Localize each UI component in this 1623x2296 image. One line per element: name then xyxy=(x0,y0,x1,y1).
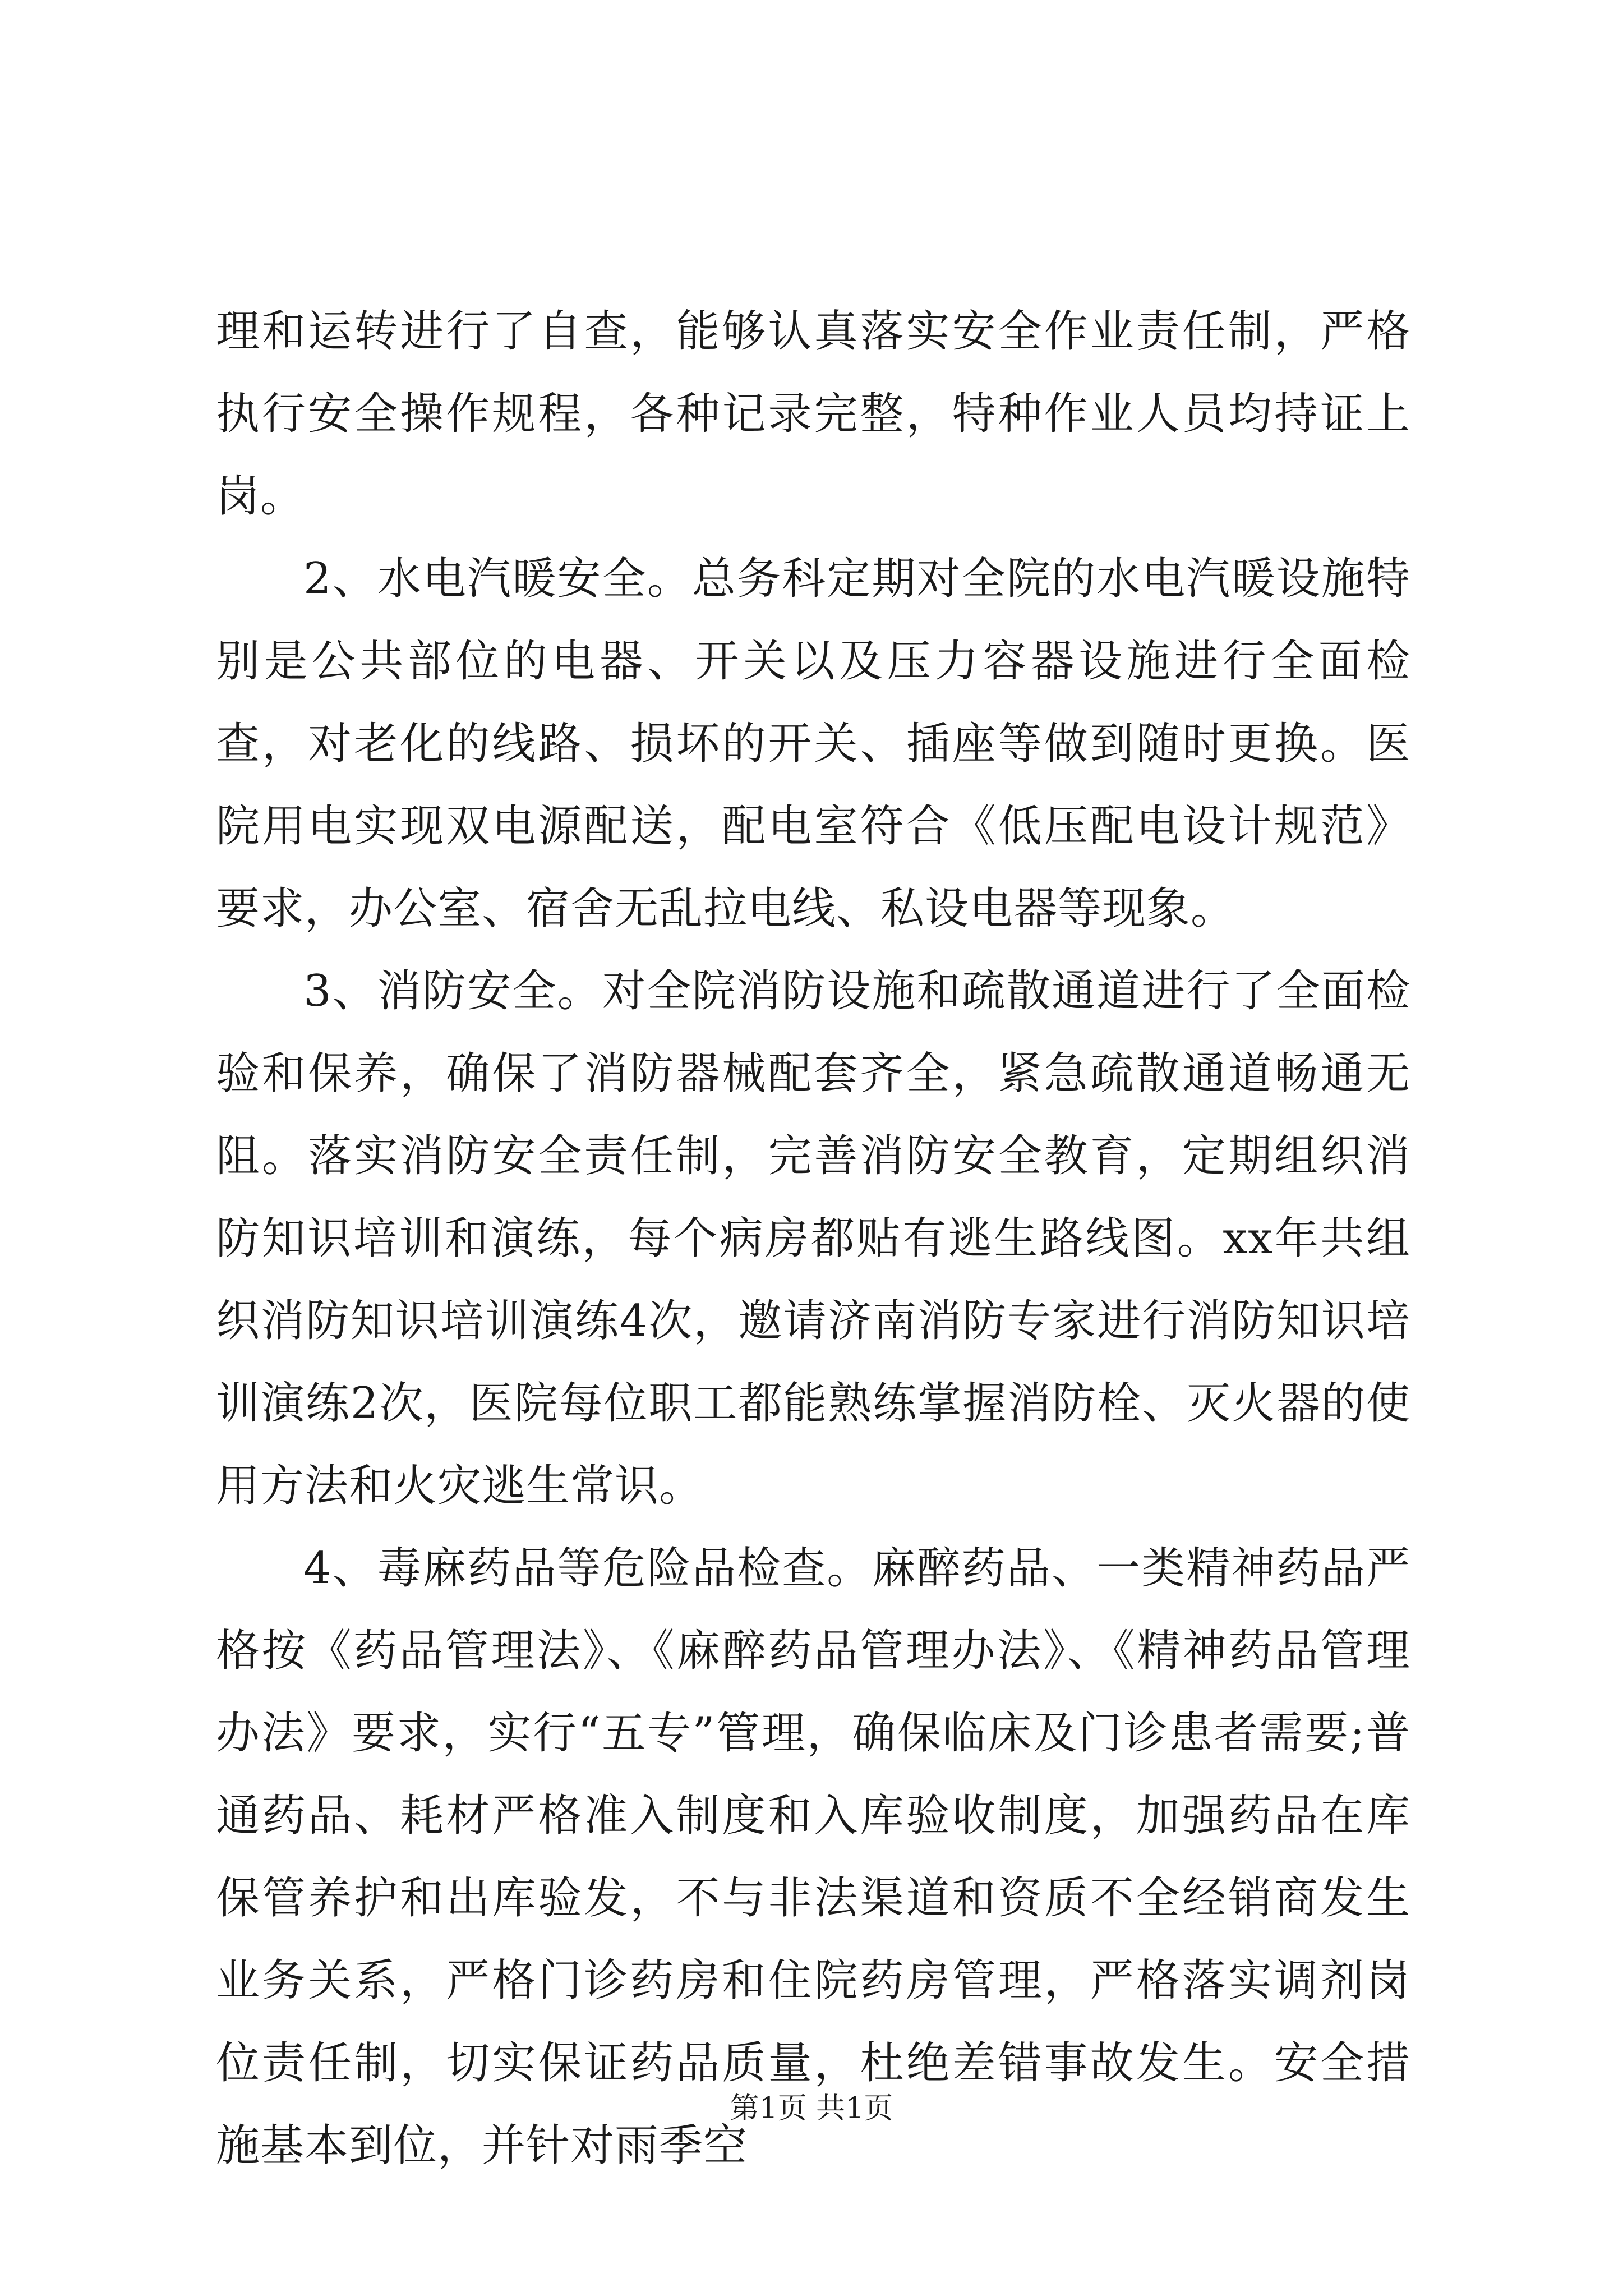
page-footer: 第1页 共1页 xyxy=(730,2092,893,2125)
document-body xyxy=(216,291,1410,2187)
paragraph-continuation: 理和运转进行了自查，能够认真落实安全作业责任制，严格执行安全操作规程，各种记录完整，特种作业人员均持证上岗。 xyxy=(216,306,1410,522)
paragraph-water-electric-safety: 2、水电汽暖安全。总务科定期对全院的水电汽暖设施特别是公共部位的电器、开关以及压力容器设施进行全面检查，对老化的线路、损坏的开关、插座等做到随时更换。医院用电实现双电源配送，配电室符合《低压配电设计规范》要求，办公室、宿舍无乱拉电线、私设电器等现象。 xyxy=(216,554,1410,934)
paragraph-drug-inspection: 4、毒麻药品等危险品检查。麻醉药品、一类精神药品严格按《药品管理法》、《麻醉药品管理办法》、《精神药品管理办法》要求，实行“五专”管理，确保临床及门诊患者需要;普通药品、耗材严格准入制度和入库验收制度，加强药品在库保管养护和出库验发，不与非法渠道和资质不全经销商发生业务关系，严格门诊药房和住院药房管理，严格落实调剂岗位责任制，切实保证药品质量，杜绝差错事故发生。安全措施基本到位，并针对雨季空 xyxy=(216,1543,1410,2171)
paragraph-fire-safety: 3、消防安全。对全院消防设施和疏散通道进行了全面检验和保养，确保了消防器械配套齐全，紧急疏散通道畅通无阻。落实消防安全责任制，完善消防安全教育，定期组织消防知识培训和演练，每个病房都贴有逃生路线图。xx年共组织消防知识培训演练4次，邀请济南消防专家进行消防知识培训演练2次，医院每位职工都能熟练掌握消防栓、灭火器的使用方法和火灾逃生常识。 xyxy=(216,966,1410,1511)
